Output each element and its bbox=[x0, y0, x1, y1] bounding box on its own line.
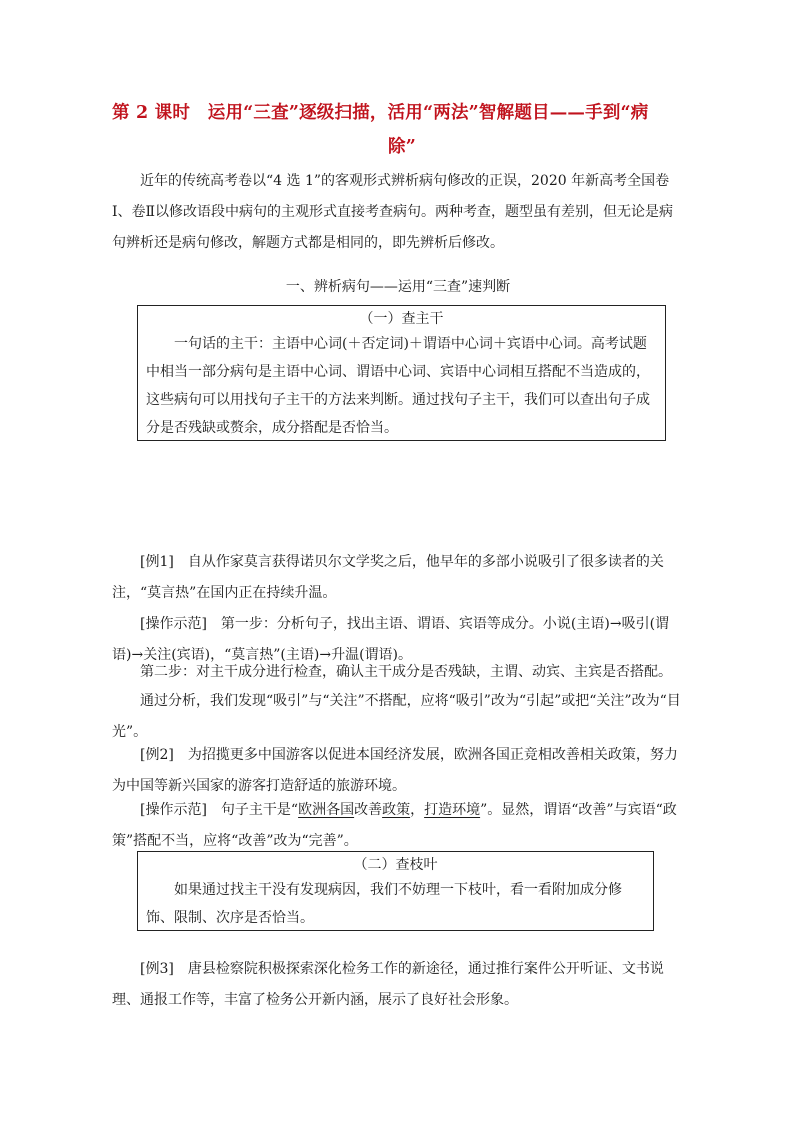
operation-2-subject: 欧洲各国 bbox=[298, 802, 355, 818]
lesson-title bbox=[112, 96, 692, 164]
check-branch-text: 如果通过找主干没有发现病因，我们不妨理一下枝叶，看一看附加成分修饰、限制、次序是否恰当。 bbox=[146, 882, 622, 926]
section1-heading: 一、辨析病句——运用“三查”速判断 bbox=[285, 279, 511, 295]
check-trunk-text: 一句话的主干：主语中心词(＋否定词)＋谓语中心词＋宾语中心词。高考试题中相当一部分病句是主语中心词、谓语中心词、宾语中心词相互搭配不当造成的，这些病句可以用找句子主干的方法来判断。通过找句子主干，我们可以查出句子成分是否残缺或赘余，成分搭配是否恰当。 bbox=[146, 336, 650, 436]
check-branch-box bbox=[137, 851, 654, 931]
lesson-title-line2: 除” bbox=[388, 137, 416, 157]
operation-2-verb: 改善 bbox=[354, 802, 383, 818]
operation-1-step1: [操作示范] 第一步：分析句子，找出主语、谓语、宾语等成分。小说(主语)→吸引(谓语)→关注(宾语)，“莫言热”(主语)→升温(谓语)。 bbox=[112, 616, 670, 663]
operation-2-object: 政策 bbox=[382, 802, 411, 818]
example-1: [例1] 自从作家莫言获得诺贝尔文学奖之后，他早年的多部小说吸引了很多读者的关注，“莫言热”在国内正在持续升温。 bbox=[112, 554, 664, 601]
operation-2-separator: ， bbox=[410, 802, 425, 818]
check-trunk-box bbox=[137, 305, 666, 441]
check-trunk-heading: （一）查主干 bbox=[359, 311, 444, 327]
operation-2-second-clause: 打造环境 bbox=[424, 802, 481, 818]
check-branch-heading: （二）查枝叶 bbox=[353, 857, 438, 873]
example-3: [例3] 唐县检察院积极探索深化检务工作的新途径，通过推行案件公开听证、文书说理、通报工作等，丰富了检务公开新内涵，展示了良好社会形象。 bbox=[112, 961, 664, 1008]
lesson-title-line1: 第 2 课时 运用“三查”逐级扫描，活用“两法”智解题目——手到“病 bbox=[112, 103, 649, 123]
example-2: [例2] 为招揽更多中国游客以促进本国经济发展，欧洲各国正竞相改善相关政策，努力为中国等新兴国家的游客打造舒适的旅游环境。 bbox=[112, 747, 678, 794]
operation-2 bbox=[112, 795, 684, 857]
operation-1-conclusion: 通过分析，我们发现“吸引”与“关注”不搭配，应将“吸引”改为“引起”或把“关注”改为“目光”。 bbox=[112, 693, 681, 740]
intro-paragraph: 近年的传统高考卷以“4 选 1”的客观形式辨析病句修改的正误，2020 年新高考全国卷Ⅰ、卷Ⅱ以修改语段中病句的主观形式直接考查病句。两种考查，题型虽有差别，但无论是病句辨析还是病句修改，解题方式都是相同的，即先辨析后修改。 bbox=[112, 173, 674, 251]
operation-2-suffix: ”。显然，谓语“改善”与宾语“政策”搭配不当，应将“改善”改为“完善”。 bbox=[112, 802, 677, 849]
operation-2-prefix: [操作示范] 句子主干是“ bbox=[140, 802, 299, 818]
operation-1-step2: 第二步：对主干成分进行检查，确认主干成分是否残缺，主谓、动宾、主宾是否搭配。 bbox=[140, 664, 672, 680]
